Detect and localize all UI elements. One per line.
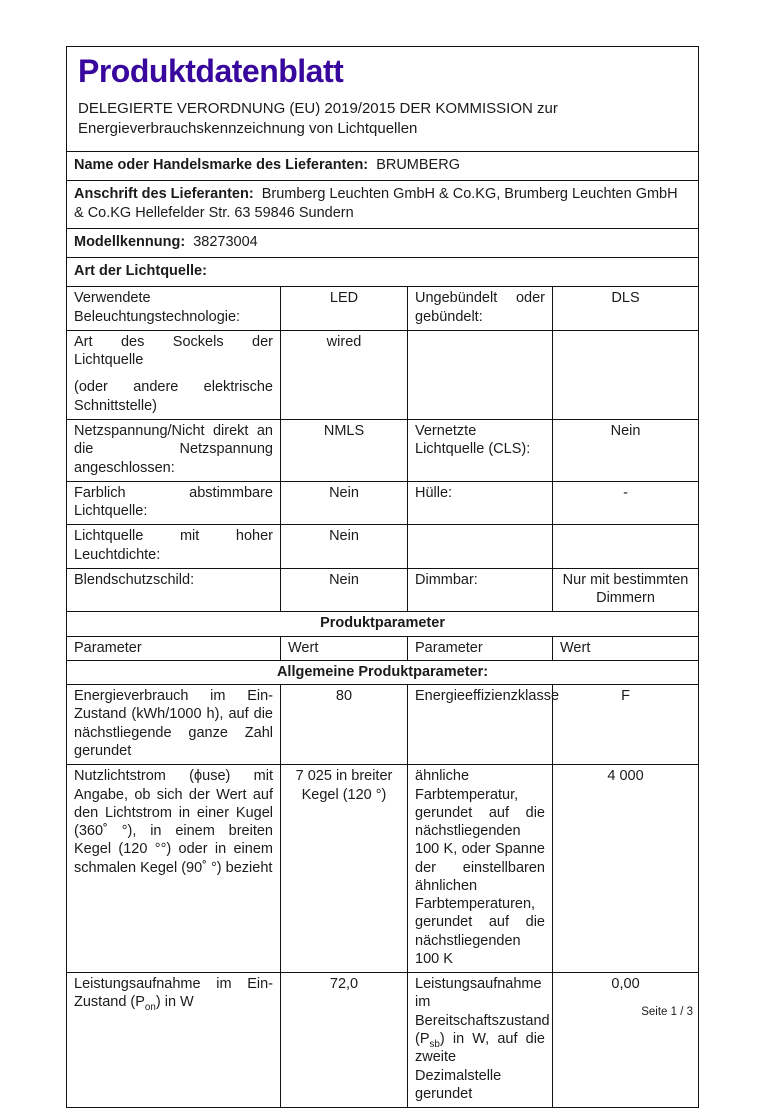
param-cell-right: Vernetzte Lichtquelle (CLS): bbox=[408, 420, 553, 482]
light-source-heading bbox=[67, 258, 699, 287]
value-cell-right bbox=[553, 525, 699, 569]
parameter-row bbox=[67, 568, 699, 612]
value-cell-left: Nein bbox=[281, 481, 408, 525]
value-cell-left: 7 025 in breiter Kegel (120 °) bbox=[281, 765, 408, 973]
param-cell-right: Energieeffizienzklasse bbox=[408, 685, 553, 765]
value-cell-right: DLS bbox=[553, 287, 699, 331]
parameter-row bbox=[67, 287, 699, 331]
column-header-parameter: Parameter bbox=[408, 636, 553, 660]
supplier-row-label: Name oder Handelsmarke des Lieferanten: bbox=[74, 157, 369, 174]
value-cell-left: NMLS bbox=[281, 420, 408, 482]
param-cell-left: Energieverbrauch im Ein-Zustand (kWh/1000 h), auf die nächstliegende ganze Zahl gerundet bbox=[67, 685, 281, 765]
value-cell-left: Nein bbox=[281, 525, 408, 569]
supplier-row-label: Anschrift des Lieferanten: bbox=[74, 186, 254, 203]
column-header-wert: Wert bbox=[281, 636, 408, 660]
param-cell-left: Netzspannung/Nicht direkt an die Netzspannung angeschlossen: bbox=[67, 420, 281, 482]
supplier-row-cell: Name oder Handelsmarke des Lieferanten: BRUMBERG bbox=[67, 152, 699, 181]
param-cell-left: Leistungsaufnahme im Ein-Zustand $(P_{on})$ in W bbox=[67, 973, 281, 1108]
product-datasheet-table bbox=[66, 46, 699, 1108]
title-cell bbox=[67, 47, 699, 152]
value-cell-right: 0,00 bbox=[553, 973, 699, 1108]
param-cell-right bbox=[408, 525, 553, 569]
supplier-row bbox=[67, 228, 699, 257]
value-cell-left: Nein bbox=[281, 568, 408, 612]
param-cell-left: Blendschutzschild: bbox=[67, 568, 281, 612]
value-cell-right bbox=[553, 330, 699, 419]
param-cell-right: Leistungsaufnahme im Bereitschaftszustand $(P_{sb})$ in W, auf die zweite Dezimalstelle gerundet bbox=[408, 973, 553, 1108]
value-cell-right: F bbox=[553, 685, 699, 765]
title-row bbox=[67, 47, 699, 152]
param-cell-left: Verwendete Beleuchtungstechnologie: bbox=[67, 287, 281, 331]
parameter-row bbox=[67, 973, 699, 1108]
parameter-row bbox=[67, 330, 699, 419]
value-cell-left: 80 bbox=[281, 685, 408, 765]
param-cell-left: Art des Sockels der Lichtquelle (oder andere elektrische Schnittstelle) bbox=[67, 330, 281, 419]
product-parameters-heading-cell: Produktparameter bbox=[67, 612, 699, 636]
parameter-row bbox=[67, 481, 699, 525]
param-cell-right bbox=[408, 330, 553, 419]
value-cell-right: 4 000 bbox=[553, 765, 699, 973]
param-cell-left: Farblich abstimmbare Lichtquelle: bbox=[67, 481, 281, 525]
parameter-row bbox=[67, 685, 699, 765]
general-parameters-heading-cell: Allgemeine Produktparameter: bbox=[67, 660, 699, 684]
page-title: Produktdatenblatt bbox=[78, 53, 344, 89]
param-cell-left: Lichtquelle mit hoher Leuchtdichte: bbox=[67, 525, 281, 569]
supplier-row bbox=[67, 181, 699, 229]
param-cell-right: Ungebündelt oder gebündelt: bbox=[408, 287, 553, 331]
page-number: Seite 1 / 3 bbox=[641, 1006, 693, 1018]
column-header-row bbox=[67, 636, 699, 660]
value-cell-right: - bbox=[553, 481, 699, 525]
supplier-row bbox=[67, 152, 699, 181]
light-source-heading-label: Art der Lichtquelle: bbox=[74, 263, 207, 280]
column-header-parameter: Parameter bbox=[67, 636, 281, 660]
value-cell-right: Nur mit bestimmten Dimmern bbox=[553, 568, 699, 612]
parameter-row bbox=[67, 420, 699, 482]
supplier-row-cell: Modellkennung: 38273004 bbox=[67, 228, 699, 257]
value-cell-right: Nein bbox=[553, 420, 699, 482]
param-cell-right: Dimmbar: bbox=[408, 568, 553, 612]
column-header-wert: Wert bbox=[553, 636, 699, 660]
param-cell-right: ähnliche Farbtemperatur, gerundet auf die nächstliegenden 100 K, oder Spanne der einstellbaren ähnlichen Farbtemperaturen, gerundet auf die nächstliegenden 100 K bbox=[408, 765, 553, 973]
value-cell-left: LED bbox=[281, 287, 408, 331]
value-cell-left: wired bbox=[281, 330, 408, 419]
parameter-row bbox=[67, 525, 699, 569]
product-parameters-heading bbox=[67, 612, 699, 636]
parameter-row bbox=[67, 765, 699, 973]
supplier-row-cell: Anschrift des Lieferanten: Brumberg Leuchten GmbH & Co.KG, Brumberg Leuchten GmbH & Co.KG Hellefelder Str. 63 59846 Sundern bbox=[67, 181, 699, 229]
param-cell-right: Hülle: bbox=[408, 481, 553, 525]
supplier-row-label: Modellkennung: bbox=[74, 233, 186, 250]
param-cell-left: Nutzlichtstrom (ϕuse) mit Angabe, ob sich der Wert auf den Lichtstrom in einer Kugel (360˚ °), in einem breiten Kegel (120 °°) oder in einem schmalen Kegel (90˚ °) bezieht bbox=[67, 765, 281, 973]
value-cell-left: 72,0 bbox=[281, 973, 408, 1108]
regulation-subtitle: DELEGIERTE VERORDNUNG (EU) 2019/2015 DER KOMMISSION zur Energieverbrauchskennzeichnung von Lichtquellen bbox=[78, 99, 558, 137]
light-source-heading-cell bbox=[67, 258, 699, 287]
general-parameters-heading bbox=[67, 660, 699, 684]
